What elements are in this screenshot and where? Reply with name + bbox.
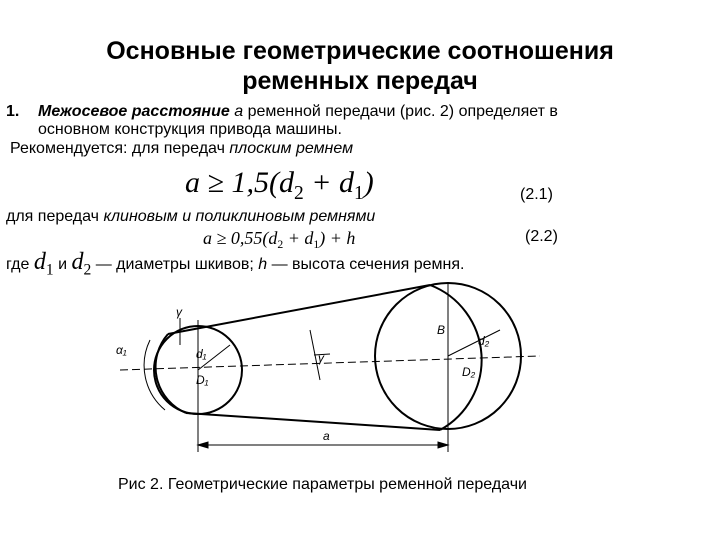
page-title (0, 36, 720, 96)
where-line: где $d_1$ и $d_2$ — диаметры шкивов; h — высота сечения ремня. (6, 249, 465, 279)
label-B: B (437, 323, 446, 337)
label-D1: D₁ (196, 373, 209, 387)
belt-wrap-small (156, 334, 186, 413)
formula-2-2: $a \ge 0,55(d_2 + d_1) + h$ (203, 228, 356, 252)
rec-prefix: Рекомендуется: для передач (10, 140, 225, 157)
rec-flat-belt: плоским ремнем (229, 140, 354, 157)
title-line-2: ременных передач (242, 67, 478, 95)
item-number: 1. (6, 103, 20, 120)
recommendation-line (10, 140, 353, 158)
label-alpha1: α₁ (116, 343, 127, 357)
item1-line2: основном конструкция привода машины. (38, 121, 342, 138)
label-d1: d₁ (196, 347, 207, 361)
var-a: а (234, 103, 244, 120)
belt-wrap-large (430, 285, 482, 430)
label-D2: D₂ (462, 365, 476, 379)
label-d2: d₂ (478, 334, 490, 348)
belt-lower (186, 413, 440, 430)
belt-drive-figure (0, 280, 720, 470)
figure-caption: Рис 2. Геометрические параметры ременной передачи (118, 476, 527, 493)
item1-rest: ременной передачи (рис. 2) определяет в (247, 103, 558, 120)
label-gamma-top: γ (176, 305, 182, 319)
v-belts-line: для передач клиновым и поликлиновым ремнями (6, 208, 376, 225)
formula-2-2-number: (2.2) (525, 228, 558, 245)
title-line-1: Основные геометрические соотношения (106, 37, 614, 65)
formula-2-1-number: (2.1) (520, 186, 553, 203)
term-center-distance: Межосевое расстояние (38, 103, 230, 120)
formula-2-1: $a \ge 1,5(d_2 + d_1)$ (185, 166, 374, 204)
label-a: a (323, 429, 330, 443)
item1-line1 (38, 103, 558, 121)
label-gamma-mid: γ (318, 351, 324, 365)
